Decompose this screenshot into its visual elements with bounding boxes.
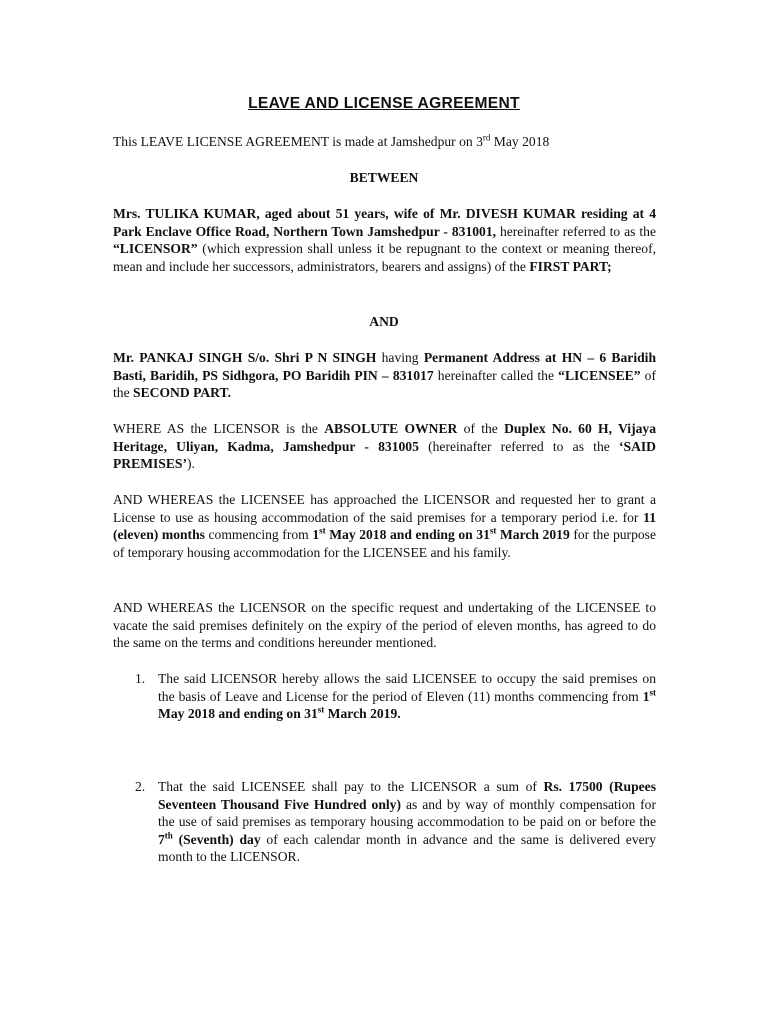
start-day-suffix: st [319, 525, 326, 536]
whereas2-text-1: AND WHEREAS the LICENSEE has approached the LICENSOR and requested her to grant a License to use as housing accommodation of the said premises for a temporary period i.e. for [113, 492, 656, 525]
premises-address: Duplex No. 60 H, Vijaya Heritage, Uliyan, Kadma, Jamshedpur - 831005 [113, 421, 656, 454]
due-day: 7 [158, 831, 165, 847]
licensee-address: Permanent Address at HN – 6 Baridih Basti, Baridih, PS Sidhgora, PO Baridih PIN – 831017 [113, 350, 657, 383]
start-end-dates: May 2018 and ending on 31 [325, 527, 490, 542]
whereas-paragraph [113, 420, 656, 473]
first-part-label: FIRST PART; [529, 258, 612, 274]
whereas3-paragraph: AND WHEREAS the LICENSOR on the specific request and undertaking of the LICENSEE to vacate the said premises definitely on the expiry of the period of eleven months, has agreed to do the same on the terms and conditions hereunder mentioned. [113, 600, 656, 650]
duration-label: 11 (eleven) months [113, 509, 656, 542]
intro-paragraph [113, 133, 656, 151]
intro-superscript: rd [482, 132, 491, 143]
due-day-suffix: th [164, 829, 173, 840]
clause1-end-suffix: st [317, 704, 325, 715]
whereas2-paragraph [113, 491, 656, 561]
clause1-paragraph [158, 670, 656, 723]
licensee-term: “LICENSEE” [558, 367, 641, 383]
end-day-suffix: st [489, 525, 497, 536]
clause2-paragraph [158, 778, 656, 866]
absolute-owner-label: ABSOLUTE OWNER [324, 421, 458, 436]
licensee-text-3: of the [113, 367, 656, 400]
due-day-label: (Seventh) day [172, 831, 261, 847]
document-title: LEAVE AND LICENSE AGREEMENT [248, 95, 520, 112]
clause1-start-suffix: st [649, 686, 656, 697]
whereas-text-3: (hereinafter referred to as the [418, 438, 619, 454]
rent-amount: Rs. 17500 (Rupees Seventeen Thousand Five Hundred only) [158, 779, 656, 812]
intro-text: This LEAVE LICENSE AGREEMENT is made at Jamshedpur on 3 [113, 134, 483, 149]
licensor-paragraph [113, 205, 656, 275]
clause1-end-date: March 2019. [324, 706, 401, 721]
clause2-text-3: of each calendar month in advance and the same is delivered every month to the LICENSOR. [158, 831, 656, 864]
whereas2-text-3: for the purpose of temporary housing accommodation for the LICENSEE and his family. [113, 527, 656, 560]
licensee-paragraph [113, 349, 656, 402]
clause2-number: 2. [135, 779, 146, 794]
clause1-number: 1. [135, 671, 146, 686]
licensee-text-1: having [376, 350, 424, 365]
licensor-name-address: Mrs. TULIKA KUMAR, aged about 51 years, wife of Mr. DIVESH KUMAR residing at 4 Park Enclave Office Road, Northern Town Jamshedpur - 831001, [113, 206, 656, 239]
and-heading: AND [369, 314, 399, 329]
start-day: 1 [312, 527, 320, 542]
clause1-text: The said LICENSOR hereby allows the said LICENSEE to occupy the said premises on the basis of Leave and License for the period of Eleven (11) months commencing from [158, 671, 656, 704]
licensor-text-1: hereinafter referred to as the [496, 223, 656, 239]
said-premises-label: ‘SAID PREMISES’ [113, 438, 656, 471]
whereas-text-1: WHERE AS the LICENSOR is the [113, 421, 325, 436]
whereas-text-4: ). [187, 456, 195, 471]
intro-date-text: May 2018 [490, 134, 550, 149]
licensee-name: Mr. PANKAJ SINGH S/o. Shri P N SINGH [113, 350, 377, 365]
clause2-text-2: as and by way of monthly compensation for the use of said premises as temporary housing accommodation to be paid on or before the [158, 796, 656, 829]
clause2-text-1: That the said LICENSEE shall pay to the LICENSOR a sum of [158, 779, 544, 794]
between-heading: BETWEEN [349, 170, 419, 185]
second-part-label: SECOND PART. [133, 385, 231, 400]
whereas2-text-2: commencing from [204, 527, 313, 542]
licensor-text-2: (which expression shall unless it be repugnant to the context or meaning thereof, mean and include her successors, administrators, bearers and assigns) of the [113, 241, 656, 274]
licensor-term: “LICENSOR” [113, 241, 198, 256]
clause1-start-day: 1 [642, 688, 650, 704]
licensee-text-2: hereinafter called the [433, 367, 559, 383]
clause1-dates: May 2018 and ending on 31 [158, 706, 318, 721]
whereas-text-2: of the [457, 421, 505, 436]
end-date: March 2019 [496, 527, 570, 542]
